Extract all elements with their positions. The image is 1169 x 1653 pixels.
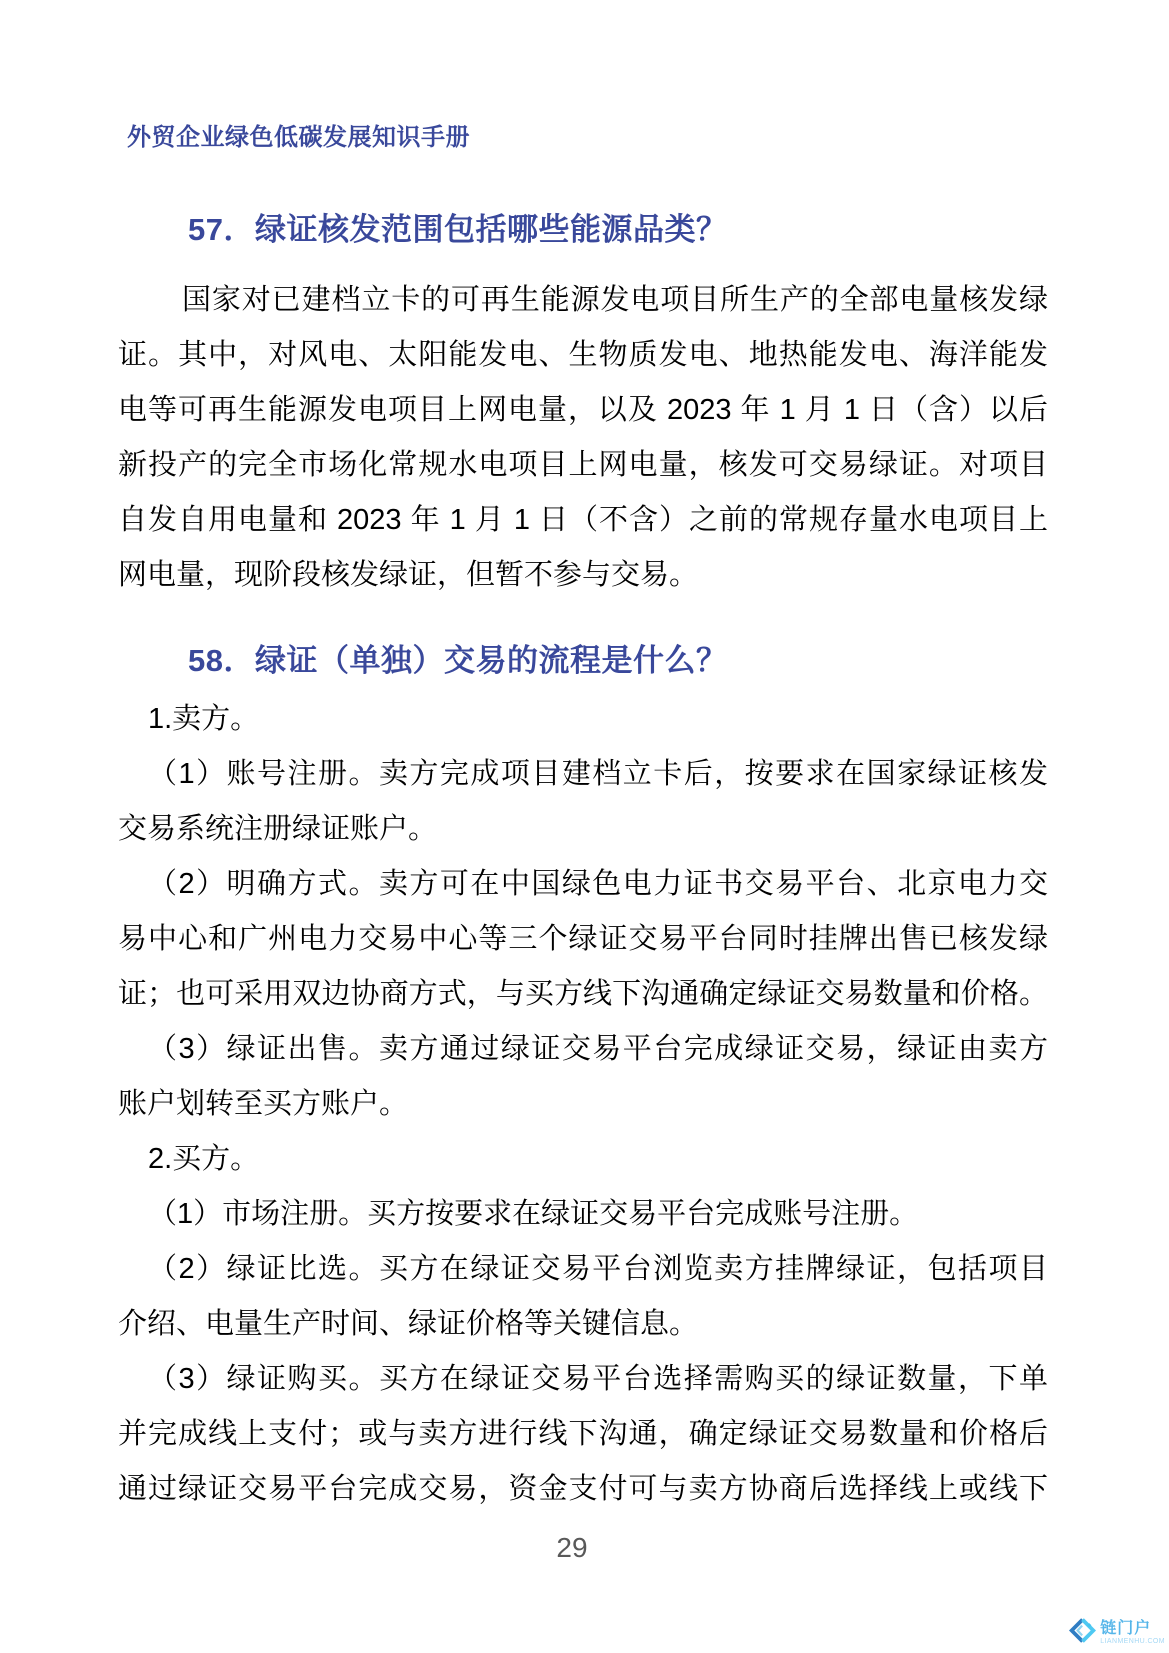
text-line: 国家对已建档立卡的可再生能源发电项目所生产的全部电量核发绿 [182, 284, 1048, 316]
section-58-heading: 58．绿证（单独）交易的流程是什么？ [188, 643, 728, 678]
text-line: （3）绿证购买。买方在绿证交易平台选择需购买的绿证数量，下单 [148, 1363, 1048, 1395]
text-line: 网电量，现阶段核发绿证，但暂不参与交易。 [118, 559, 699, 591]
section-57-paragraph [118, 273, 1048, 603]
text-line: （2）明确方式。卖方可在中国绿色电力证书交易平台、北京电力交 [148, 868, 1048, 900]
section-57-heading: 57．绿证核发范围包括哪些能源品类？ [188, 212, 728, 247]
text-line: （1）账号注册。卖方完成项目建档立卡后，按要求在国家绿证核发 [148, 758, 1048, 790]
watermark-text [1100, 1620, 1165, 1646]
text-line: （1）市场注册。买方按要求在绿证交易平台完成账号注册。 [148, 1198, 919, 1230]
text-line: 账户划转至买方账户。 [118, 1088, 409, 1120]
text-line: 证；也可采用双边协商方式，与买方线下沟通确定绿证交易数量和价格。 [118, 978, 1048, 1010]
text-line: 自发自用电量和 2023 年 1 月 1 日（不含）之前的常规存量水电项目上 [118, 504, 1048, 536]
watermark-url: LIANMENHU.COM [1100, 1638, 1165, 1645]
watermark-logo [1069, 1617, 1165, 1649]
page-header-title: 外贸企业绿色低碳发展知识手册 [127, 124, 470, 151]
text-line: 并完成线上支付；或与卖方进行线下沟通，确定绿证交易数量和价格后 [118, 1418, 1048, 1450]
text-line: 介绍、电量生产时间、绿证价格等关键信息。 [118, 1308, 699, 1340]
lianmenhu-logo-icon [1069, 1617, 1096, 1649]
text-line: （2）绿证比选。买方在绿证交易平台浏览卖方挂牌绿证，包括项目 [148, 1253, 1048, 1285]
text-line: 易中心和广州电力交易中心等三个绿证交易平台同时挂牌出售已核发绿 [118, 923, 1048, 955]
text-line: （3）绿证出售。卖方通过绿证交易平台完成绿证交易，绿证由卖方 [148, 1033, 1048, 1065]
text-line: 证。其中，对风电、太阳能发电、生物质发电、地热能发电、海洋能发 [118, 339, 1048, 371]
text-line: 电等可再生能源发电项目上网电量，以及 2023 年 1 月 1 日（含）以后 [118, 394, 1048, 426]
text-line: 1.卖方。 [148, 703, 260, 735]
text-line: 交易系统注册绿证账户。 [118, 813, 438, 845]
text-line: 新投产的完全市场化常规水电项目上网电量，核发可交易绿证。对项目 [118, 449, 1048, 481]
text-line: 通过绿证交易平台完成交易，资金支付可与卖方协商后选择线上或线下 [118, 1473, 1048, 1505]
watermark-name: 链门户 [1100, 1620, 1152, 1637]
text-line: 2.买方。 [148, 1143, 260, 1175]
section-58-paragraph [118, 692, 1048, 1517]
page-number: 29 [556, 1532, 588, 1563]
